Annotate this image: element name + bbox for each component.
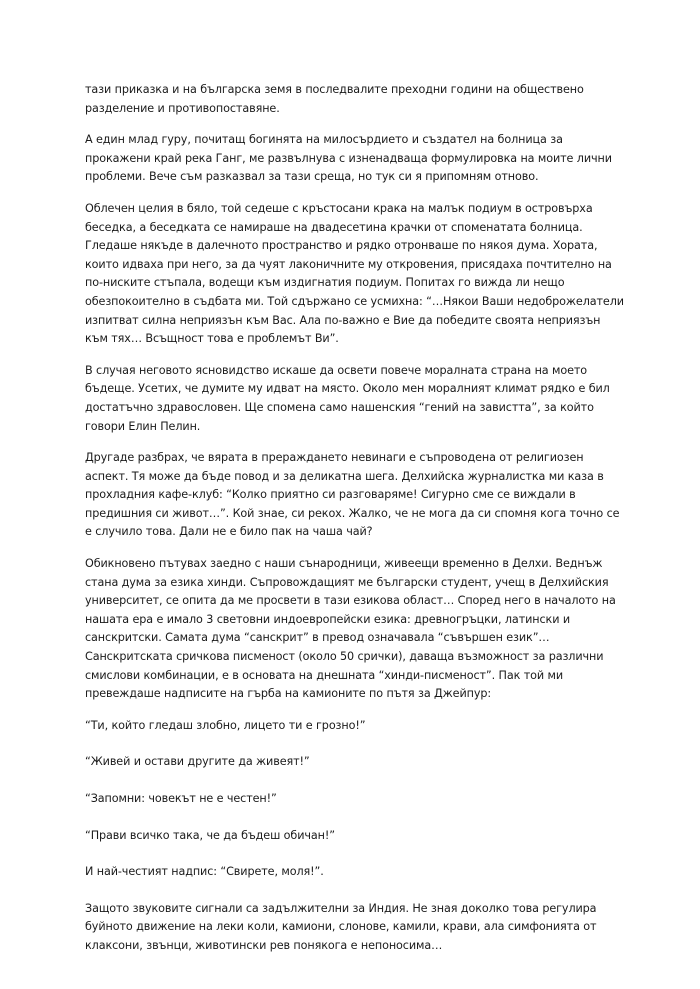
paragraph-hindi-language: Обикновено пътувах заедно с наши сънародници, живеещи временно в Делхи. Веднъж стана дума за езика хинди. Съпровождащият ме български студент, учещ в Делхийския университет, се опита да ме просвети в тази езикова област… Според него в началото на нашата ера е имало 3 световни индоевропейски езика: древногръцки, латински и санскритски. Самата дума “санскрит” в превод означавала “съвършен език”… Санскритската сричкова писменост (около 50 срички), даваща възможност за различни смислови комбинации, е в основата на днешната “хинди-писменост”. Пак той ми превеждаше надписите на гърба на камионите по пътя за Джейпур: [85, 557, 616, 701]
paragraph-intro: тази приказка и на българска земя в последвалите преходни години на обществено разделение и противопоставяне. [85, 83, 584, 115]
quote-truck-5: И най-честият надпис: “Свирете, моля!”. [85, 865, 324, 879]
quote-truck-3: “Запомни: човекът не е честен!” [85, 792, 277, 805]
paragraph-white-clothes: Облечен целия в бяло, той седеше с кръстосани крака на малък подиум в островърха беседка, а беседката се намираше на двадесетина крачки от споменатата болница. Гледаше някъде в далечното пространство и рядко отронваше по някоя дума. Хората, които идваха при него, за да чуят лаконичните му откровения, присядаха почтително на по-ниските стъпала, водещи към издигнатия подиум. Попитах го виждa ли нещо обезпокоително в съдбата ми. Той сдържано се усмихна: “…Някои Ваши недоброжелатели изпитват силна неприязън към Вас. Ала по-важно е Вие да победите своята неприязън към тях… Всъщност това е проблемът Ви”. [85, 201, 624, 346]
quote-truck-1: “Ти, който гледаш злобно, лицето ти е грозно!” [85, 718, 366, 732]
quote-truck-2: “Живей и остави другите да живеят!” [85, 755, 310, 769]
paragraph-closing: Защото звуковите сигнали са задължителни за Индия. Не зная доколко това регулира буйното движение на леки коли, камиони, слонове, камили, крави, ала симфонията от клаксони, звънци, животински рев понякога е непоносима… [85, 901, 597, 952]
document-page [85, 81, 625, 969]
paragraph-clairvoyance: В случая неговото ясновидство искаше да освети повече моралната страна на моето бъдеще. Усетих, че думите му идват на място. Около мен моралният климат рядко е бил достатъчно здравословен. Ще спомена само нашенския “гений на завистта”, за който говори Елин Пелин. [85, 363, 610, 433]
paragraph-guru: А един млад гуру, почитащ богинята на милосърдието и създател на болница за прокажени край река Ганг, ме развълнува с изненадваща формулировка на моите лични проблеми. Вече съм разказвал за тази среща, но тук си я припомням отново. [85, 133, 612, 184]
quote-truck-4: “Прави всичко така, че да бъдеш обичан!” [85, 828, 335, 842]
paragraph-reincarnation: Другаде разбрах, че вярата в прераждането невинаги е съпроводена от религиозен аспект. Тя може да бъде повод и за деликатна шега. Делхийска журналистка ми каза в прохладния кафе-клуб: “Колко приятно си разговаряме! Сигурно сме се виждали в предишния си живот…”. Кой знае, си рекох. Жалко, че не мога да си спомня кога точно се е случило това. Дали не е било пак на чаша чай? [85, 451, 620, 539]
